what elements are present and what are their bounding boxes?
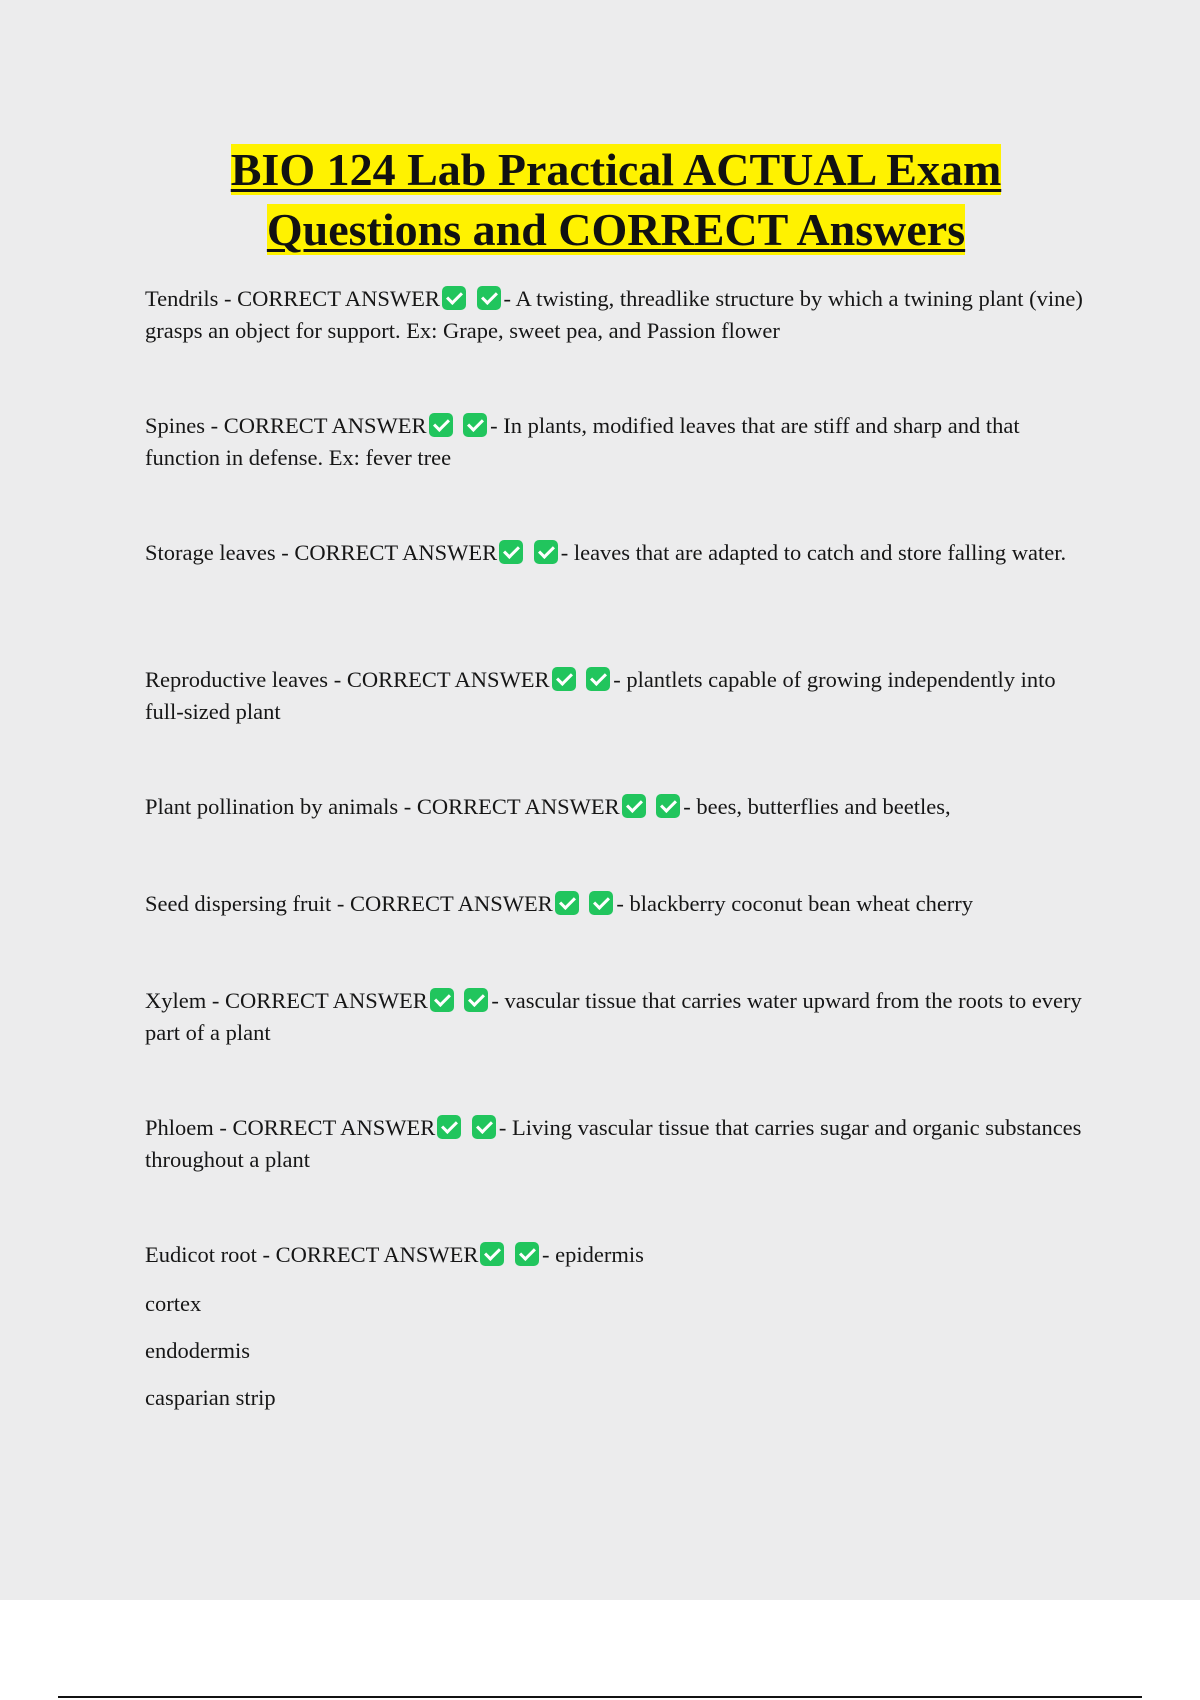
answer-marker: CORRECT ANSWER [346, 667, 550, 692]
footer-divider [58, 1696, 1142, 1698]
term: Xylem [145, 988, 207, 1013]
term: Reproductive leaves [145, 667, 329, 692]
term: Seed dispersing fruit [145, 891, 332, 916]
check-icon [589, 891, 613, 915]
check-icon [656, 794, 680, 818]
qa-item: Tendrils - CORRECT ANSWER - A twisting, threadlike structure by which a twining plant (vine) grasps an object for support. Ex: Grape, sweet pea, and Passion flower [145, 286, 1083, 343]
answer-text: bees, butterflies and beetles, [696, 794, 951, 819]
answer-text: vascular tissue that carries water upward from the roots to every part of a plant [145, 988, 1082, 1045]
qa-item: Eudicot root - CORRECT ANSWER - epidermis [145, 1242, 644, 1267]
check-icon [472, 1115, 496, 1139]
answer-text: epidermis [555, 1242, 644, 1267]
answer-text: Living vascular tissue that carries sugar and organic substances throughout a plant [145, 1115, 1082, 1172]
title-line-2: Questions and CORRECT Answers [266, 204, 966, 255]
qa-item: Phloem - CORRECT ANSWER - Living vascular tissue that carries sugar and organic substances throughout a plant [145, 1115, 1082, 1172]
answer-extra-line: cortex [145, 1291, 202, 1316]
check-icon [534, 540, 558, 564]
check-icon [586, 667, 610, 691]
answer-text: A twisting, threadlike structure by which a twining plant (vine) grasps an object for support. Ex: Grape, sweet pea, and Passion flower [145, 286, 1083, 343]
check-icon [499, 540, 523, 564]
term: Plant pollination by animals [145, 794, 399, 819]
check-icon [622, 794, 646, 818]
answer-marker: CORRECT ANSWER [349, 891, 553, 916]
answer-text: plantlets capable of growing independently into full-sized plant [145, 667, 1056, 724]
document-title [0, 140, 1200, 260]
term: Phloem [145, 1115, 214, 1140]
qa-item: Storage leaves - CORRECT ANSWER - leaves that are adapted to catch and store falling water. [145, 540, 1067, 565]
answer-text: leaves that are adapted to catch and store falling water. [573, 540, 1067, 565]
title-line-1: BIO 124 Lab Practical ACTUAL Exam [230, 144, 1002, 195]
check-icon [480, 1242, 504, 1266]
term: Spines [145, 413, 206, 438]
term: Tendrils [145, 286, 219, 311]
check-icon [430, 988, 454, 1012]
answer-marker: CORRECT ANSWER [237, 286, 440, 311]
check-icon [437, 1115, 461, 1139]
check-icon [552, 667, 576, 691]
answer-extra-line: endodermis [145, 1338, 250, 1363]
term: Eudicot root [145, 1242, 257, 1267]
answer-marker: CORRECT ANSWER [275, 1242, 479, 1267]
answer-marker: CORRECT ANSWER [225, 988, 428, 1013]
answer-marker: CORRECT ANSWER [294, 540, 498, 565]
qa-item: Reproductive leaves - CORRECT ANSWER - plantlets capable of growing independently into full-sized plant [145, 667, 1056, 724]
check-icon [442, 286, 466, 310]
term: Storage leaves [145, 540, 276, 565]
qa-item: Xylem - CORRECT ANSWER - vascular tissue that carries water upward from the roots to every part of a plant [145, 988, 1082, 1045]
qa-item: Spines - CORRECT ANSWER - In plants, modified leaves that are stiff and sharp and that function in defense. Ex: fever tree [145, 413, 1020, 470]
check-icon [515, 1242, 539, 1266]
check-icon [555, 891, 579, 915]
qa-item: Plant pollination by animals - CORRECT ANSWER - bees, butterflies and beetles, [145, 794, 951, 819]
check-icon [463, 413, 487, 437]
answer-extra-line: casparian strip [145, 1385, 276, 1410]
check-icon [477, 286, 501, 310]
answer-text: In plants, modified leaves that are stiff and sharp and that function in defense. Ex: fever tree [145, 413, 1020, 470]
answer-text: blackberry coconut bean wheat cherry [629, 891, 974, 916]
answer-marker: CORRECT ANSWER [416, 794, 620, 819]
answer-marker: CORRECT ANSWER [223, 413, 427, 438]
check-icon [429, 413, 453, 437]
qa-item: Seed dispersing fruit - CORRECT ANSWER - blackberry coconut bean wheat cherry [145, 891, 974, 916]
answer-marker: CORRECT ANSWER [232, 1115, 436, 1140]
check-icon [464, 988, 488, 1012]
